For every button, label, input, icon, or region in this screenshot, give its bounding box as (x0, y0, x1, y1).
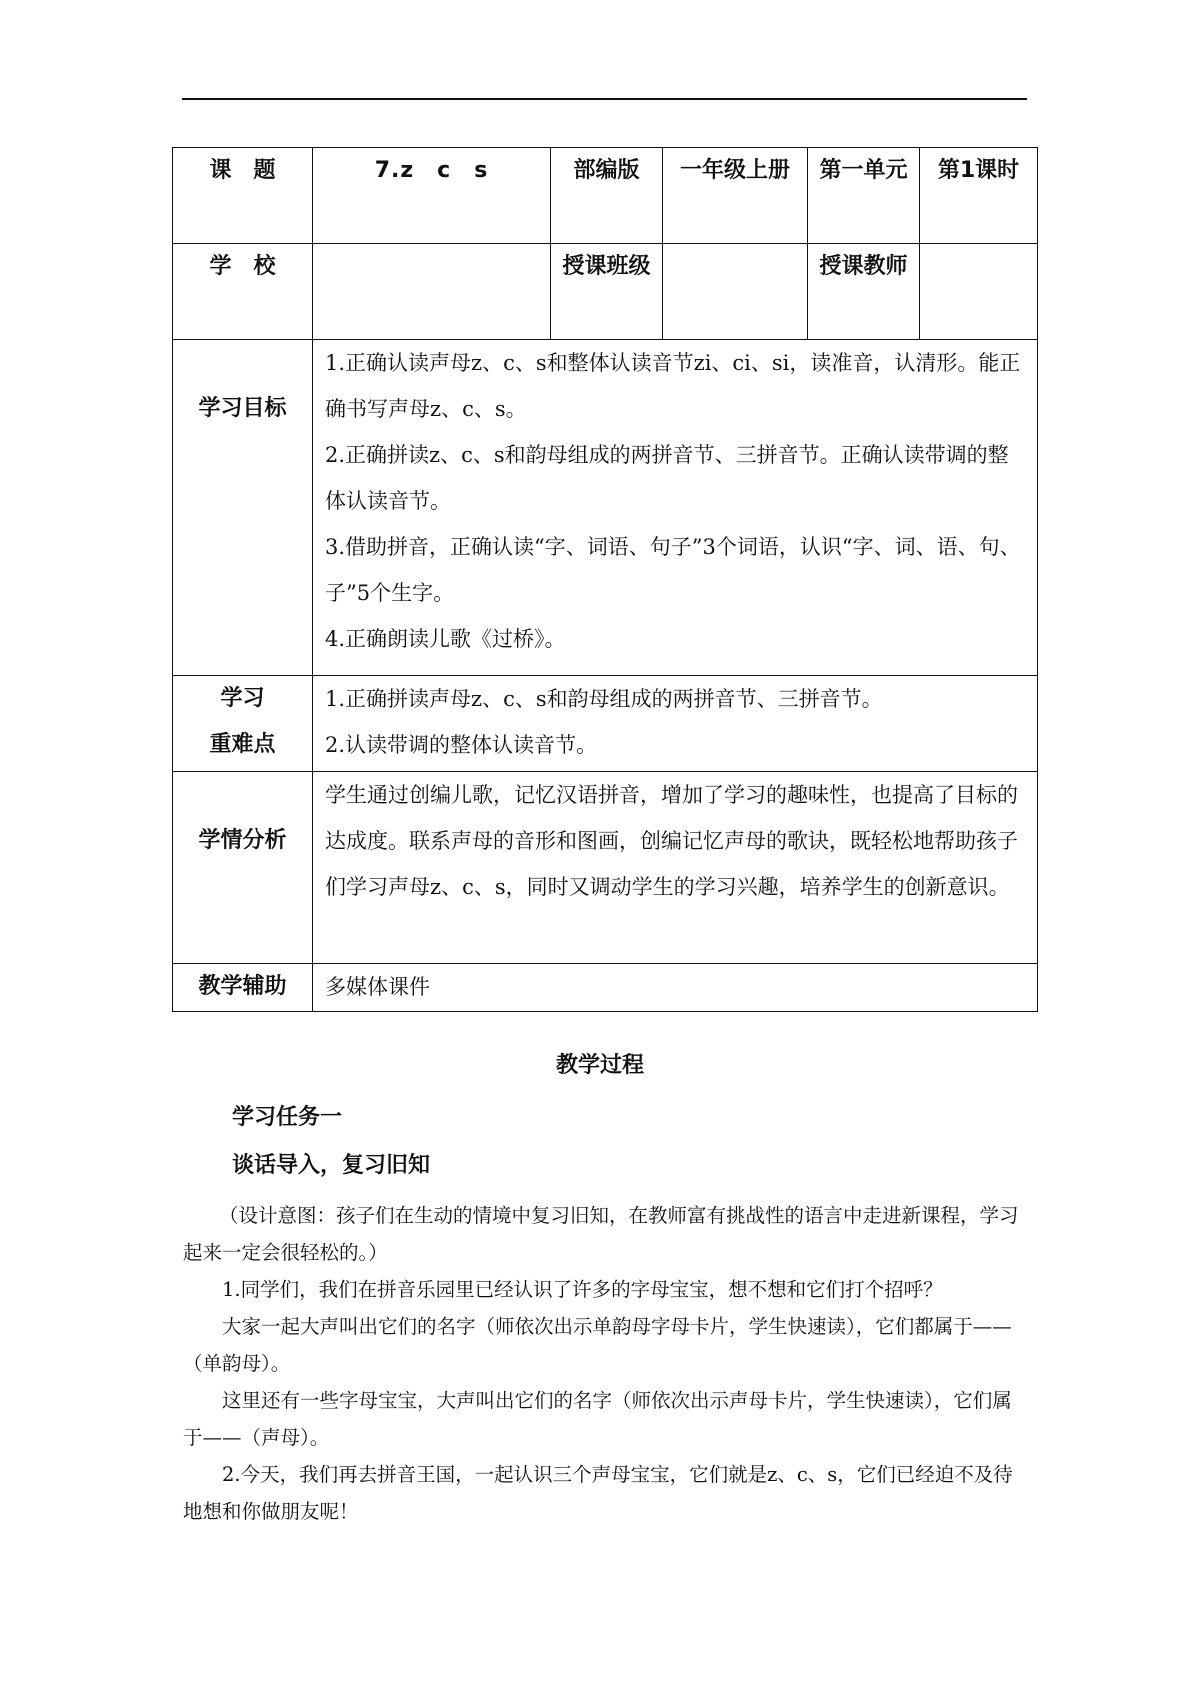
aids-row (173, 964, 1038, 1012)
design-intent-paragraph: （设计意图：孩子们在生动的情境中复习旧知，在教师富有挑战性的语言中走进新课程，学习起来一定会很轻松的。） (183, 1204, 1019, 1264)
process-title: 教学过程 (555, 1053, 644, 1078)
school-row (173, 244, 1038, 340)
analysis-label: 学情分析 (173, 772, 313, 964)
goal-item: 4.正确朗读儿歌《过桥》。 (325, 627, 566, 651)
aids-content: 多媒体课件 (313, 964, 1038, 1012)
unit-cell: 第一单元 (808, 148, 920, 244)
task-title: 学习任务一 (232, 1105, 343, 1130)
topic-row (173, 148, 1038, 244)
grade-cell: 一年级上册 (663, 148, 808, 244)
goal-item: 1.正确认读声母z、c、s和整体认读音节zi、ci、si，读准音，认清形。能正确书写声母z、c、s。 (325, 351, 1021, 421)
lesson-cell: 第1课时 (920, 148, 1038, 244)
keypoints-label-line1: 学习 (220, 686, 265, 711)
keypoints-content (313, 676, 1038, 772)
body-paragraph: 1.同学们，我们在拼音乐园里已经认识了许多的字母宝宝，想不想和它们打个招呼？ (222, 1278, 943, 1301)
lesson-info-table (172, 147, 1038, 1012)
body-paragraph: 2.今天，我们再去拼音王国，一起认识三个声母宝宝，它们就是z、c、s，它们已经迫不及待地想和你做朋友呢！ (183, 1463, 1013, 1523)
process-body (183, 1197, 1028, 1530)
topic-label: 课 题 (173, 148, 313, 244)
keypoints-row (173, 676, 1038, 772)
keypoints-label (173, 676, 313, 772)
body-paragraph: 这里还有一些字母宝宝，大声叫出它们的名字（师依次出示声母卡片，学生快速读），它们属于——（声母）。 (183, 1389, 1012, 1449)
school-label: 学 校 (173, 244, 313, 340)
goals-row (173, 340, 1038, 676)
task-subtitle: 谈话导入，复习旧知 (232, 1153, 431, 1178)
goal-item: 2.正确拼读z、c、s和韵母组成的两拼音节、三拼音节。正确认读带调的整体认读音节。 (325, 443, 1009, 513)
analysis-content: 学生通过创编儿歌，记忆汉语拼音，增加了学习的趣味性，也提高了目标的达成度。联系声母的音形和图画，创编记忆声母的歌诀，既轻松地帮助孩子们学习声母z、c、s，同时又调动学生的学习兴趣，培养学生的创新意识。 (313, 772, 1038, 964)
class-value (663, 244, 808, 340)
aids-label: 教学辅助 (173, 964, 313, 1012)
header-rule (182, 98, 1027, 100)
goals-label: 学习目标 (173, 340, 313, 676)
body-paragraph: 大家一起大声叫出它们的名字（师依次出示单韵母字母卡片，学生快速读），它们都属于——（单韵母）。 (183, 1315, 1012, 1375)
keypoint-item: 1.正确拼读声母z、c、s和韵母组成的两拼音节、三拼音节。 (325, 687, 883, 711)
edition-cell: 部编版 (551, 148, 663, 244)
teacher-label: 授课教师 (808, 244, 920, 340)
keypoints-label-line2: 重难点 (209, 732, 276, 757)
analysis-row (173, 772, 1038, 964)
goal-item: 3.借助拼音，正确认读“字、词语、句子”3个词语，认识“字、词、语、句、子”5个生字。 (325, 535, 1021, 605)
teacher-value (920, 244, 1038, 340)
school-value (313, 244, 551, 340)
keypoint-item: 2.认读带调的整体认读音节。 (325, 733, 598, 757)
goals-content (313, 340, 1038, 676)
topic-value: 7.z c s (313, 148, 551, 244)
class-label: 授课班级 (551, 244, 663, 340)
